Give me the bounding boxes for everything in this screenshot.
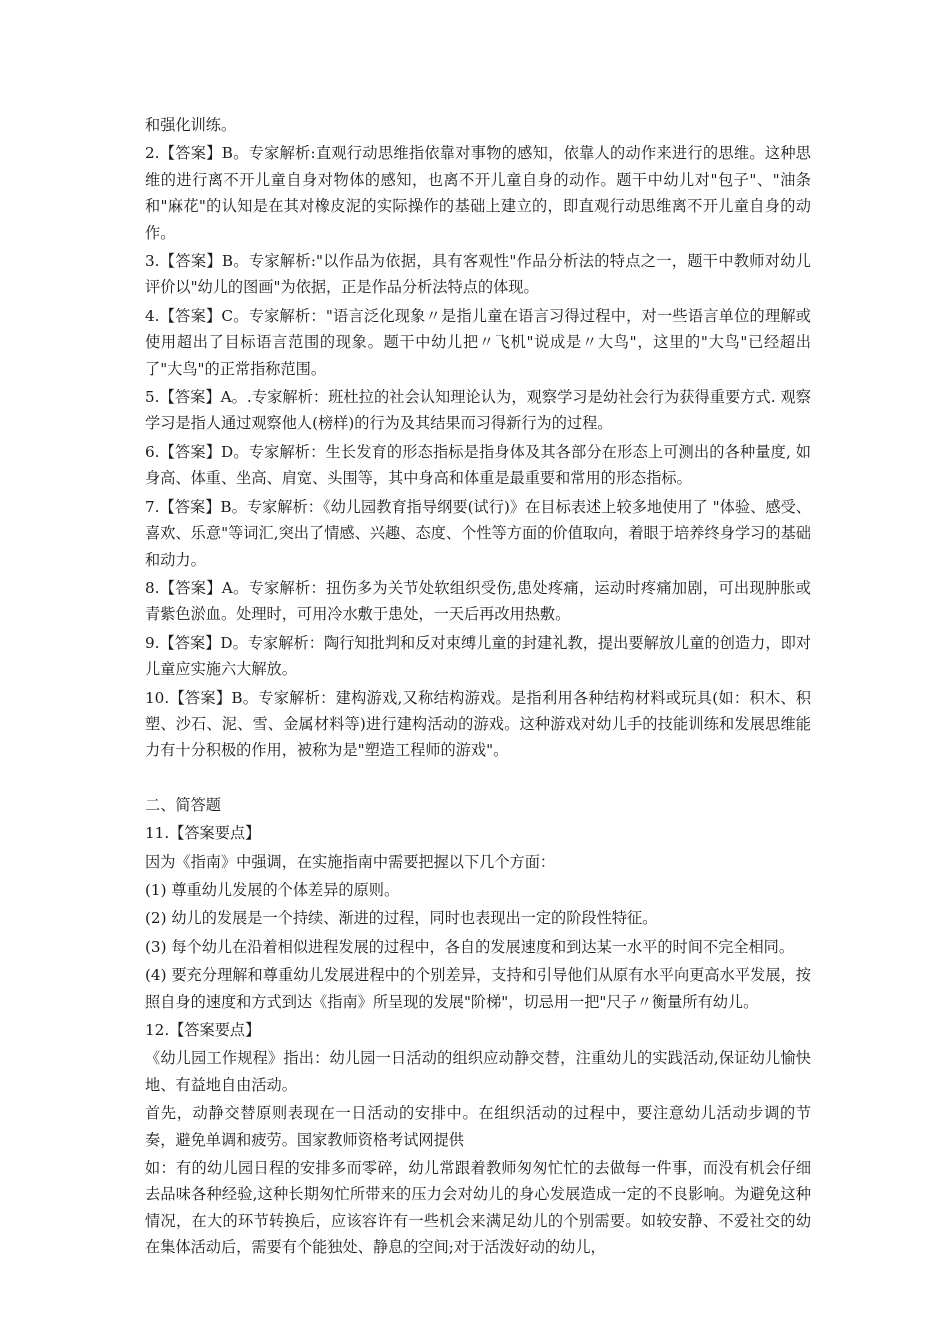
answer-11-intro: 因为《指南》中强调，在实施指南中需要把握以下几个方面： [145, 852, 556, 871]
answer-11-point-4: (4) 要充分理解和尊重幼儿发展进程中的个别差异，支持和引导他们从原有水平向更高水平发展，按照自身的速度和方式到达《指南》所呈现的发展"阶梯"，切忌用一把"尺子〃衡量所有幼儿。 [145, 966, 811, 1011]
answer-11-point-3: (3) 每个幼儿在沿着相似进程发展的过程中，各自的发展速度和到达某一水平的时间不完全相同。 [145, 937, 795, 956]
answer-2: 2.【答案】B。专家解析:直观行动思维指依靠对事物的感知，依靠人的动作来进行的思维。这种思维的进行离不开儿童自身对物体的感知，也离不开儿童自身的动作。题干中幼儿对"包子"、"油条和"麻花"的认知是在其对橡皮泥的实际操作的基础上建立的，即直观行动思维离不开儿童自身的动作。 [145, 144, 811, 242]
paragraph-continuation: 和强化训练。 [145, 116, 237, 134]
answer-5: 5.【答案】A。.专家解析：班杜拉的社会认知理论认为，观察学习是幼社会行为获得重要方式. 观察学习是指人通过观察他人(榜样)的行为及其结果而习得新行为的过程。 [145, 388, 811, 433]
answer-8: 8.【答案】A。专家解析：扭伤多为关节处软组织受伤,患处疼痛，运动时疼痛加剧，可出现肿胀或青紫色淤血。处理时，可用冷水敷于患处，一天后再改用热敷。 [145, 578, 811, 624]
answer-3: 3.【答案】B。专家解析:"以作品为依据，具有客观性"作品分析法的特点之一，题干中教师对幼儿评价以"幼儿的图画"为依据，正是作品分析法特点的体现。 [145, 252, 811, 297]
answer-11-point-2: (2) 幼儿的发展是一个持续、渐进的过程，同时也表现出一定的阶段性特征。 [145, 909, 658, 928]
answer-6: 6.【答案】D。专家解析：生长发育的形态指标是指身体及其各部分在形态上可测出的各种量度, 如身高、体重、坐高、肩宽、头围等，其中身高和体重是最重要和常用的形态指标。 [145, 442, 811, 488]
answer-12-para-1: 首先，动静交替原则表现在一日活动的安排中。在组织活动的过程中，要注意幼儿活动步调的节奏，避免单调和疲劳。国家教师资格考试网提供 [145, 1104, 811, 1149]
answer-10: 10.【答案】B。专家解析：建构游戏,又称结构游戏。是指利用各种结构材料或玩具(如：积木、积塑、沙石、泥、雪、金属材料等)进行建构活动的游戏。这种游戏对幼儿手的技能训练和发展思维能力有十分积极的作用，被称为是"塑造工程师的游戏"。 [145, 688, 811, 760]
answer-4: 4.【答案】C。专家解析："语言泛化现象〃是指儿童在语言习得过程中，对一些语言单位的理解或使用超出了目标语言范围的现象。题干中幼儿把〃飞机"说成是〃大鸟"，这里的"大鸟"已经超出了"大鸟"的正常指称范围。 [145, 306, 811, 378]
section-gap [145, 766, 811, 792]
answer-12-para-2: 如：有的幼儿园日程的安排多而零碎，幼儿常跟着教师匆匆忙忙的去做每一件事，而没有机会仔细去品味各种经验,这种长期匆忙所带来的压力会对幼儿的身心发展造成一定的不良影响。为避免这种情况，在大的环节转换后，应该容许有一些机会来满足幼儿的个别需要。如较安静、不爱社交的幼在集体活动后，需要有个能独处、静息的空间;对于活泼好动的幼儿， [145, 1159, 811, 1257]
section-title-short-answer: 二、简答题 [145, 795, 221, 814]
answer-11-point-1: (1) 尊重幼儿发展的个体差异的原则。 [145, 880, 400, 899]
answer-9: 9.【答案】D。专家解析：陶行知批判和反对束缚儿童的封建礼教，提出要解放儿童的创造力，即对儿童应实施六大解放。 [145, 633, 811, 679]
answer-12-heading: 12.【答案要点】 [145, 1021, 261, 1039]
answer-7: 7.【答案】B。专家解析：《幼儿园教育指导纲要(试行)》在目标表述上较多地使用了 "体验、感受、喜欢、乐意"等词汇,突出了情感、兴趣、态度、个性等方面的价值取向，着眼于培养终身学习的基础和动力。 [145, 497, 811, 569]
answer-12-intro: 《幼儿园工作规程》指出：幼儿园一日活动的组织应动静交替，注重幼儿的实践活动,保证幼儿愉快地、有益地自由活动。 [145, 1049, 811, 1094]
document-page [145, 112, 811, 1263]
answer-11-heading: 11.【答案要点】 [145, 824, 261, 843]
